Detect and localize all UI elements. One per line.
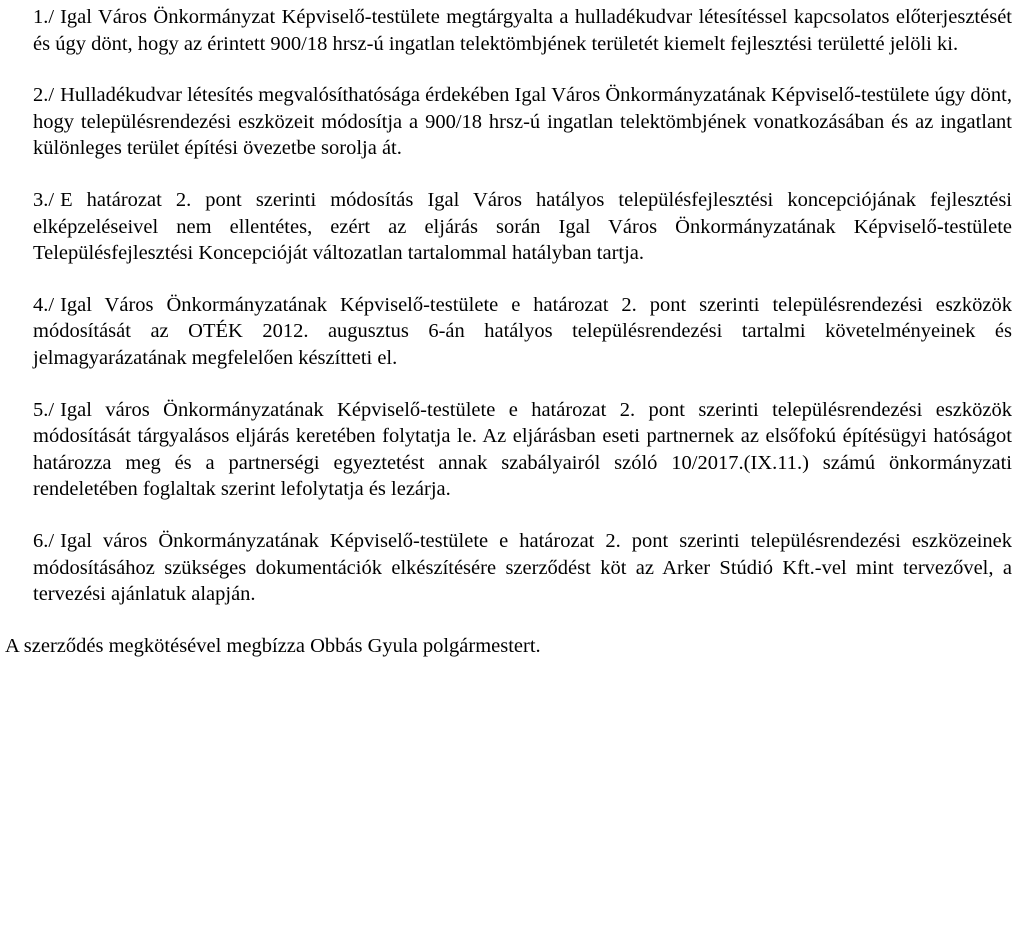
paragraph-text: Hulladékudvar létesítés megvalósíthatósága érdekében Igal Város Önkormányzatának Képviselő-testülete úgy dönt, hogy településrendezési eszközeit módosítja a 900/18 hrsz-ú ingatlan telektömbjének vonatkozásában és az ingatlant különleges terület építési övezetbe sorolja át.	[33, 84, 1012, 160]
paragraph-number: 3./	[33, 188, 55, 211]
paragraph-text: Igal Város Önkormányzat Képviselő-testülete megtárgyalta a hulladékudvar létesítéssel kapcsolatos előterjesztését és úgy dönt, hogy az érintett 900/18 hrsz-ú ingatlan telektömbjének területét kiemelt fejlesztési területté jelöli ki.	[33, 6, 1012, 55]
paragraph-number: 1./	[33, 6, 55, 28]
paragraph-text: E határozat 2. pont szerinti módosítás Igal Város hatályos településfejlesztési koncepciójának fejlesztési elképzeléseivel nem ellentétes, ezért az eljárás során Igal Város Önkormányzatának Képviselő-testülete Településfejlesztési Koncepcióját változatlan tartalommal hatályban tartja.	[33, 188, 1012, 265]
paragraph-2	[33, 82, 1012, 162]
paragraph-3	[33, 187, 1012, 267]
paragraph-text: Igal város Önkormányzatának Képviselő-testülete e határozat 2. pont szerinti településrendezési eszközök módosítását tárgyalásos eljárás keretében folytatja le. Az eljárásban eseti partnernek az elsőfokú építésügyi hatóságot határozza meg és a partnerségi egyeztetést annak szabályairól szóló 10/2017.(IX.11.) számú önkormányzati rendeletében foglaltak szerint lefolytatja és lezárja.	[33, 398, 1012, 501]
paragraph-number: 5./	[33, 398, 55, 421]
paragraph-1	[33, 4, 1012, 57]
closing-statement: A szerződés megkötésével megbízza Obbás Gyula polgármestert.	[5, 634, 541, 657]
paragraph-number: 4./	[33, 293, 55, 316]
paragraph-number: 2./	[33, 84, 55, 107]
paragraph-4	[33, 292, 1012, 372]
paragraph-6	[33, 528, 1012, 608]
paragraph-text: Igal város Önkormányzatának Képviselő-testülete e határozat 2. pont szerinti településrendezési eszközeinek módosításához szükséges dokumentációk elkészítésére szerződést köt az Arker Stúdió Kft.-vel mint tervezővel, a tervezési ajánlatuk alapján.	[33, 529, 1012, 606]
paragraph-5	[33, 397, 1012, 503]
paragraph-number: 6./	[33, 529, 55, 552]
paragraph-text: Igal Város Önkormányzatának Képviselő-testülete e határozat 2. pont szerinti településrendezési eszközök módosítását az OTÉK 2012. augusztus 6-án hatályos településrendezési tartalmi követelményeinek és jelmagyarázatának megfelelően készítteti el.	[33, 293, 1012, 369]
